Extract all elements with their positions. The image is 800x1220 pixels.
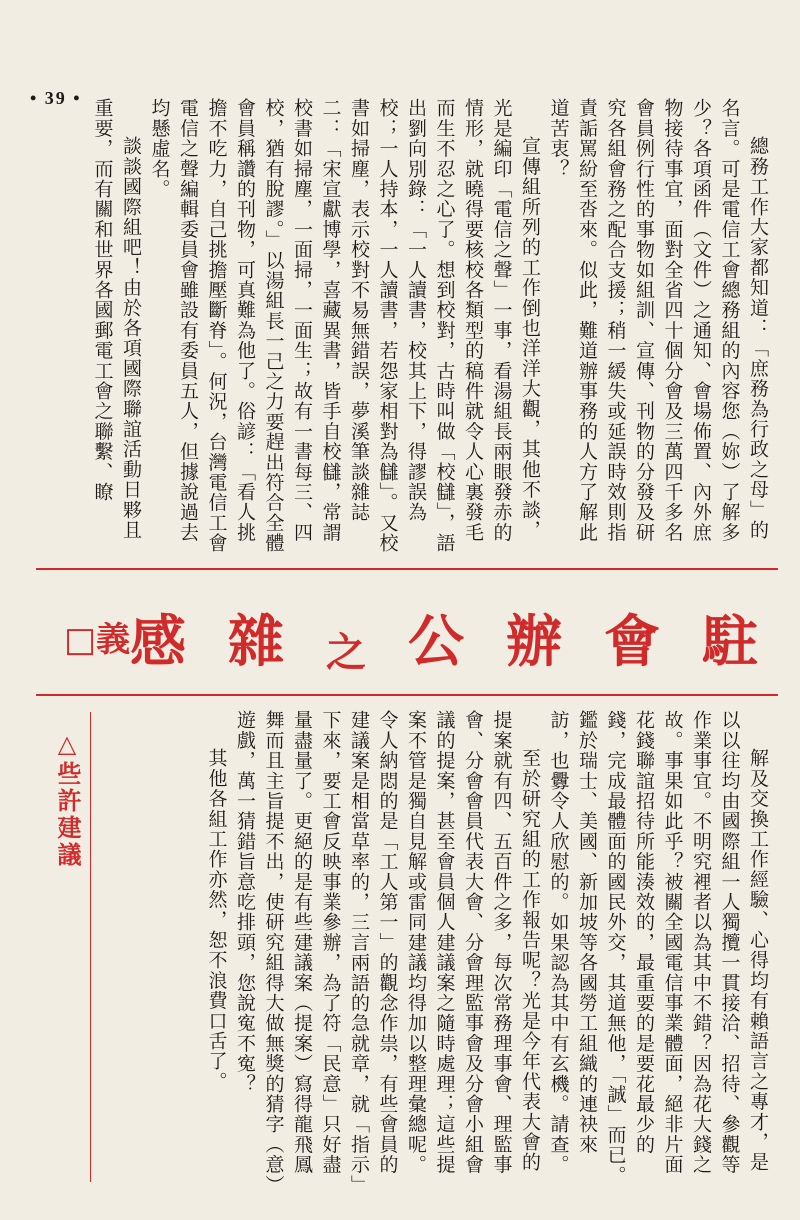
top-text-column	[32, 98, 772, 554]
bottom-text-column	[132, 710, 772, 1190]
paragraph-others: 其他各組工作亦然，恕不浪費口舌了。	[205, 748, 228, 1092]
paragraph-research: 至於研究組的工作報告呢？光是今年代表大會的提案就有四、五百件之多，每次常務理事會、理監事會、分會會員代表大會、分會理監事會及分會小組會議的提案，甚至會員個人建議案之隨時處理；這些提案不管是獨自見解或雷同建議均得加以整理彙總呢。令人納悶的是「工人第一」的觀念作祟，有些會員的建議案是相當草率的，三言兩語的急就章，就「指示」下來，要工會反映事業參辦，為了符「民意」只好盡量盡量了。更絕的是有些建議案（提案）寫得龍飛鳳舞而且主旨提不出，使研究組得大做無獎的猜字（意）遊戲，萬一猜錯旨意吃排頭，您說寃不寃？	[234, 710, 541, 1186]
paragraph-general-affairs: 總務工作大家都知道：「庶務為行政之母」的名言。可是電信工會總務組的內容您（妳）了解多少？各項函件（文件）之通知、會場佈置、內外庶物接待事宜，面對全省四十個分會及三萬四千多名會員例行性的事物如組訓、宣傳、刊物的分發及研究各組會務之配合支援；稍一緩失或延誤時效則指責詬罵紛至沓來。似此，難道辦事務的人方了解此道苦衷？	[547, 98, 769, 543]
paragraph-publicity: 宣傳組所列的工作倒也洋洋大觀，其他不談，光是編印「電信之聲」一事，看湯組長兩眼發赤的情形，就曉得要核校各類型的稿件就令人心裏發毛而生不忍之心了。想到校對，古時叫做「校讎」，語出劉向別錄：「一人讀書，校其上下，得謬誤為校；一人持本，一人讀書，若怨家相對為讎」。又校書如掃塵，表示校對不易無錯誤，夢溪筆談雜誌二：「宋宣獻博學，喜藏異書，皆手自校讎，常謂校書如掃塵，一面掃，一面生；故有一書每三、四校，猶有脫謬。」以湯組長一己之力要趕出符合全體會員稱讚的刊物，可真難為他了。俗諺：「看人挑擔不吃力，自己挑擔壓斷脊」。何況，台灣電信工會電信之聲編輯委員會雖設有委員五人，但據說過去均懸虛名。	[148, 98, 541, 554]
paragraph-international-start: 談談國際組吧！由於各項國際聯誼活動日夥且重要，而有關和世界各國郵電工會之聯繫、瞭	[91, 98, 142, 540]
title-char: 駐	[702, 610, 758, 675]
banner-bottom-rule	[36, 694, 778, 696]
title-char: 辦	[506, 610, 562, 675]
banner-label: □義	[64, 620, 131, 660]
page-number: • 39 •	[30, 88, 82, 108]
article-title-banner	[36, 576, 778, 686]
title-char: 公	[408, 610, 464, 675]
title-char: 雜	[228, 610, 284, 675]
banner-top-rule	[36, 568, 778, 570]
title-char: 之	[326, 630, 366, 676]
title-char: 感	[130, 610, 186, 675]
paragraph-international: 解及交換工作經驗、心得均有賴語言之專才，是以以往均由國際組一人獨攬一貫接洽、招待、參觀等作業事宜。不明究裡者以為其中不錯？因為花大錢之故。事果如此乎？被關全國電信事業體面，絕非片面花錢聯誼招待所能湊效的，最重要的是要花最少的錢，完成最體面的國民外交，其道無他，「誠」而已。鑑於瑞士、美國、新加坡等各國勞工組織的連袂來訪，也釁令人欣慰的。如果認為其中有玄機。請查。	[547, 710, 769, 1186]
section-divider	[90, 712, 91, 1182]
section-heading: △些許建議	[53, 730, 81, 869]
article-title	[130, 598, 758, 678]
title-char: 會	[604, 610, 660, 675]
